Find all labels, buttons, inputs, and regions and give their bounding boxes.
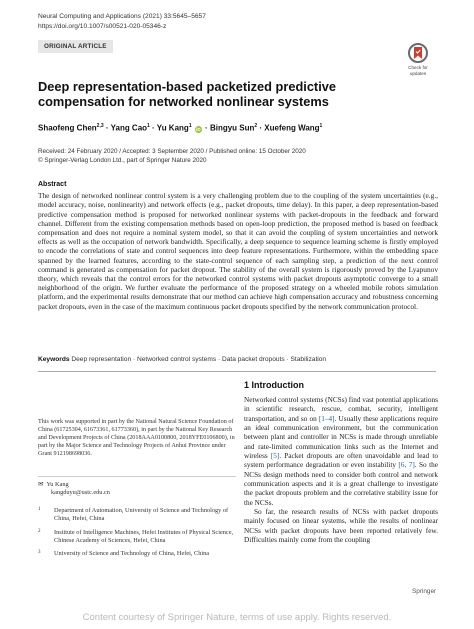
affiliation-number: 2 [38,528,41,534]
affiliation-item [38,529,236,546]
author-list: Shaofeng Chen$^{2,3}$ · Yang Cao$^1$ · Yu Kang$^1$ iD · Bingyu Sun$^2$ · Xuefeng Wang$^1$ [38,123,323,133]
section-divider [38,371,436,372]
introduction-body [244,396,438,546]
check-for-line2: updates [409,71,427,76]
author-affil-sup: 1 [188,123,192,129]
publication-dates [38,148,306,165]
keywords-line [38,356,326,363]
check-for-updates-badge[interactable] [400,43,436,77]
orcid-icon[interactable]: iD [196,126,201,132]
author-name[interactable]: Yang Cao [110,123,148,133]
intro-text: . So the NCSs design methods need to consider both control and network communication aspects and it is a great challenge to investigate the packet dropouts problem and the correlative stability issue for the NCSs. [244,461,438,507]
author-name[interactable]: Bingyu Sun [209,123,255,133]
check-for-line1: Check for [408,65,428,70]
article-type-label: ORIGINAL ARTICLE [38,40,113,53]
author-name[interactable]: Yu Kang [156,123,189,133]
abstract-text: The design of networked nonlinear control system is a very challenging problem due to the coupling of the system uncertainties (e.g., model accuracy, noise, nonlinearity) and network effects (e.g., packet dropouts, time delay). In this paper, a deep representation-based predictive compensation method is proposed for networked nonlinear systems with packet-dropouts in the feedback and forward channel. Different from the existing compensation methods based on open-loop prediction, the proposed method is based on feedback compensation and does not require a nominal system model, so that it can avoid the coupling of system uncertainties and network effects as well as the occupation of network bandwidth. Specifically, a deep sequence to sequence learning scheme is firstly employed to encode the correlations of state and control sequences into deep feature representations. Furthermore, within the embedding space spanned by the learned features, according to the state-control sequence of each sampling step, a prediction of the next control command is generated as compensation for packet dropout. The stability of the overall system is rigorously proved by the Lyapunov theory, which reveals that the control errors for the networked control systems with packet dropouts asymptotic converge to a small neighborhood of the origin. We further evaluate the performance of the proposed strategy on a wheeled mobile robots simulation platform, and the experimental results demonstrate that our method can achieve high compensation accuracy and robustness concerning packet dropouts, even in the case of the maximum continuous packet dropouts specified by the network communication protocol. [38,191,438,311]
journal-header [38,12,206,32]
affiliation-item [38,507,236,524]
intro-text: . Usually these applications require an ideal communication environment, but the communication between plant and controller in NCSs is made through unreliable and rate-limited communication links such as the Internet and wireless [244,414,439,461]
intro-paragraph [244,396,438,508]
citation-link[interactable]: [6, 7] [398,461,415,470]
journal-citation: Neural Computing and Applications (2021) 33:5645–5657 [38,13,206,20]
author-affil-sup: 2,3 [96,123,104,129]
correspondence [38,481,110,498]
funding-note: This work was supported in part by the National Natural Science Foundation of China (61725304, 61673361, 61773360), in part by the National Key Research and Development Projects of China (2018AAA0100800, 2018YFE0106800), in part by the Major Science and Technology Projects of Anhui Province under Grant 912198698036. [38,419,235,458]
corresponding-author: Yu Kang [46,481,69,488]
introduction-heading: 1 Introduction [244,380,304,390]
dates-line: Received: 24 February 2020 / Accepted: 3 September 2020 / Published online: 15 October 2020 [38,148,306,155]
citation-link[interactable]: [5] [270,452,280,461]
intro-text: . Packet dropouts are often unavoidable and lead to system performance degradation or even instability [244,452,438,470]
affiliation-text: Institute of Intelligence Machines, Hefei Institutes of Physical Science, Chinese Academy of Sciences, Hefei, China [54,528,234,544]
author-affil-sup: 1 [147,123,150,129]
abstract-heading: Abstract [38,181,67,188]
envelope-icon: ✉ [38,481,44,488]
citation-link[interactable]: [1–4] [318,414,335,423]
copyright-line: © Springer-Verlag London Ltd., part of Springer Nature 2020 [38,156,207,164]
affiliation-item [38,550,236,558]
springer-logo: Springer [412,588,437,595]
footnote-divider [38,476,236,477]
doi-link[interactable]: https://doi.org/10.1007/s00521-020-05346-z [38,23,167,30]
affiliation-number: 3 [38,550,41,556]
bookmark-check-icon [408,43,428,63]
author-name[interactable]: Shaofeng Chen [38,123,97,133]
corresponding-email[interactable]: kangduyu@ustc.edu.cn [51,489,110,497]
intro-paragraph: So far, the research results of NCSs with packet dropouts mainly focused on linear systems, while the results of nonlinear NCSs with packet dropouts have been reported relatively few. Difficulties mainly come from the coupling [244,508,438,545]
intro-text: Networked control systems (NCSs) find vast potential applications in scientific research, rescue, combat, security, intelligent transportation, and so on [244,396,438,423]
author-name[interactable]: Xuefeng Wang [264,123,320,133]
author-affil-sup: 2 [254,123,258,129]
keywords-text: Deep representation · Networked control systems · Data packet dropouts · Stabilization [71,356,327,363]
affiliation-text: Department of Automation, University of Science and Technology of China, Hefei, China [54,507,229,523]
author-affil-sup: 1 [319,123,323,129]
affiliations [38,507,236,563]
courtesy-watermark: Content courtesy of Springer Nature, terms of use apply. Rights reserved. [82,612,392,623]
abstract-section [38,180,438,311]
affiliation-number: 1 [38,507,41,512]
article-title: Deep representation-based packetized predictive compensation for networked nonlinear systems [38,79,336,109]
affiliation-text: University of Science and Technology of China, Hefei, China [54,550,210,558]
keywords-label: Keywords [38,356,70,363]
